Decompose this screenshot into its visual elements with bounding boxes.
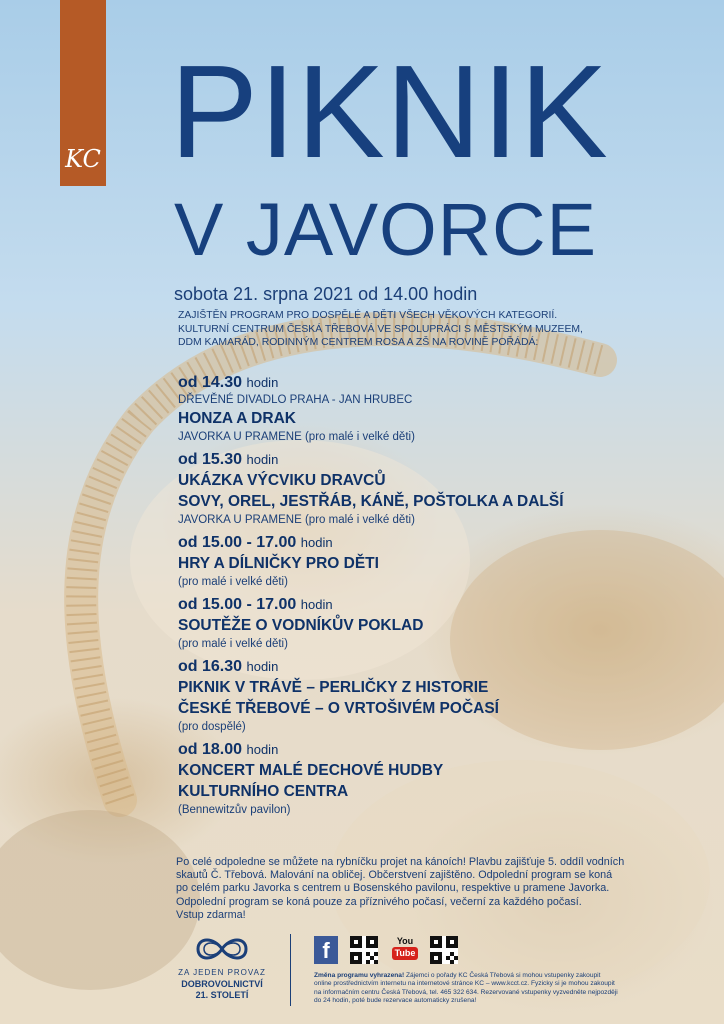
footer-divider xyxy=(290,934,291,1006)
kc-logo-strip xyxy=(60,0,106,186)
program-title: PIKNIK V TRÁVĚ – PERLIČKY Z HISTORIE xyxy=(178,679,489,696)
footer-line: po celém parku Javorka s centrem u Bosenského pavilonu, respektive u pramene Javorka. xyxy=(176,882,610,895)
program-note: (pro malé i velké děti) xyxy=(178,638,288,650)
footer-line: Vstup zdarma! xyxy=(176,908,246,921)
program-title: KULTURNÍHO CENTRA xyxy=(178,783,349,800)
program-time: od 15.00 - 17.00 hodin xyxy=(178,534,333,551)
za-jeden-provaz-logo xyxy=(172,934,272,1001)
program-title: SOUTĚŽE O VODNÍKŮV POKLAD xyxy=(178,617,424,634)
program-title: SOVY, OREL, JESTŘÁB, KÁNĚ, POŠTOLKA A DALŠÍ xyxy=(178,493,564,510)
event-date: sobota 21. srpna 2021 od 14.00 hodin xyxy=(174,284,478,304)
program-time: od 15.30 hodin xyxy=(178,451,279,468)
intro-line: DDM KAMARÁD, RODINNÝM CENTREM ROSA A ZŠ NA ROVINĚ POŘÁDÁ: xyxy=(178,337,539,348)
program-title: HONZA A DRAK xyxy=(178,410,296,427)
program-title: UKÁZKA VÝCVIKU DRAVCŮ xyxy=(178,472,386,489)
program-item xyxy=(178,595,638,652)
footer-info xyxy=(176,856,646,922)
footer-line: Po celé odpoledne se můžete na rybníčku projet na kánoích! Plavbu zajišťuje 5. oddíl vodních xyxy=(176,856,625,868)
sponsor-tagline: DOBROVOLNICTVÍ 21. STOLETÍ xyxy=(181,979,263,1000)
program-performer: DŘEVĚNÉ DIVADLO PRAHA - JAN HRUBEC xyxy=(178,394,413,406)
footer-line: Odpolední program se koná pouze za příznivého počasí, večerní za každého počasí. xyxy=(176,895,582,908)
program-time: od 15.00 - 17.00 hodin xyxy=(178,596,333,613)
intro-line: ZAJIŠTĚN PROGRAM PRO DOSPĚLÉ A DĚTI VŠECH VĚKOVÝCH KATEGORIÍ. xyxy=(178,310,558,321)
small-print-line: na informačním centru Česká Třebová, tel. 465 322 634. Rezervované vstupenky vyzvedněte nejpozději xyxy=(314,988,618,996)
program-item xyxy=(178,740,638,818)
kc-logo: KC xyxy=(65,145,101,173)
intro-text xyxy=(178,309,618,350)
program-time: od 16.30 hodin xyxy=(178,658,279,675)
rope-knot-icon xyxy=(192,934,252,964)
qr-code-icon[interactable] xyxy=(350,936,378,964)
sponsor-name: ZA JEDEN PROVAZ xyxy=(178,968,266,977)
qr-code-icon[interactable] xyxy=(430,936,458,964)
small-print-line: Změna programu vyhrazena! Zájemci o pořady KC Česká Třebová si mohou vstupenky zakoupit xyxy=(314,972,601,979)
program-title: KONCERT MALÉ DECHOVÉ HUDBY xyxy=(178,762,444,779)
title-line-2: V JAVORCE xyxy=(174,188,597,271)
footer-line: skautů Č. Třebová. Malování na obličej. Občerstvení zajištěno. Odpolední program se koná xyxy=(176,869,613,882)
program-title: ČESKÉ TŘEBOVÉ – O VRTOŠIVÉM POČASÍ xyxy=(178,700,499,717)
intro-line: KULTURNÍ CENTRUM ČESKÁ TŘEBOVÁ VE SPOLUPRÁCI S MĚSTSKÝM MUZEEM, xyxy=(178,323,583,335)
program-note: (pro dospělé) xyxy=(178,721,246,733)
program-note: JAVORKA U PRAMENE (pro malé i velké děti) xyxy=(178,431,415,443)
program-item xyxy=(178,450,638,528)
program-note: JAVORKA U PRAMENE (pro malé i velké děti) xyxy=(178,514,415,526)
program-time: od 18.00 hodin xyxy=(178,741,279,758)
program-note: (pro malé i velké děti) xyxy=(178,576,288,588)
small-print-line: do 24 hodin, poté bude rezervace automaticky zrušena! xyxy=(314,996,477,1004)
program-time: od 14.30 hodin xyxy=(178,374,279,391)
program-list xyxy=(178,373,638,823)
program-item xyxy=(178,657,638,735)
facebook-icon[interactable]: f xyxy=(314,936,338,964)
program-note: (Bennewitzův pavilon) xyxy=(178,804,291,816)
small-print xyxy=(314,972,634,1005)
program-item xyxy=(178,533,638,590)
youtube-icon[interactable]: You Tube xyxy=(392,936,418,964)
title-line-1: PIKNIK xyxy=(170,38,609,185)
program-item xyxy=(178,373,638,445)
program-title: HRY A DÍLNIČKY PRO DĚTI xyxy=(178,555,379,572)
small-print-line: online prostřednictvím internetu na internetové stránce KC – www.kcct.cz. Fyzicky si je mohou zakoupit xyxy=(314,980,615,988)
